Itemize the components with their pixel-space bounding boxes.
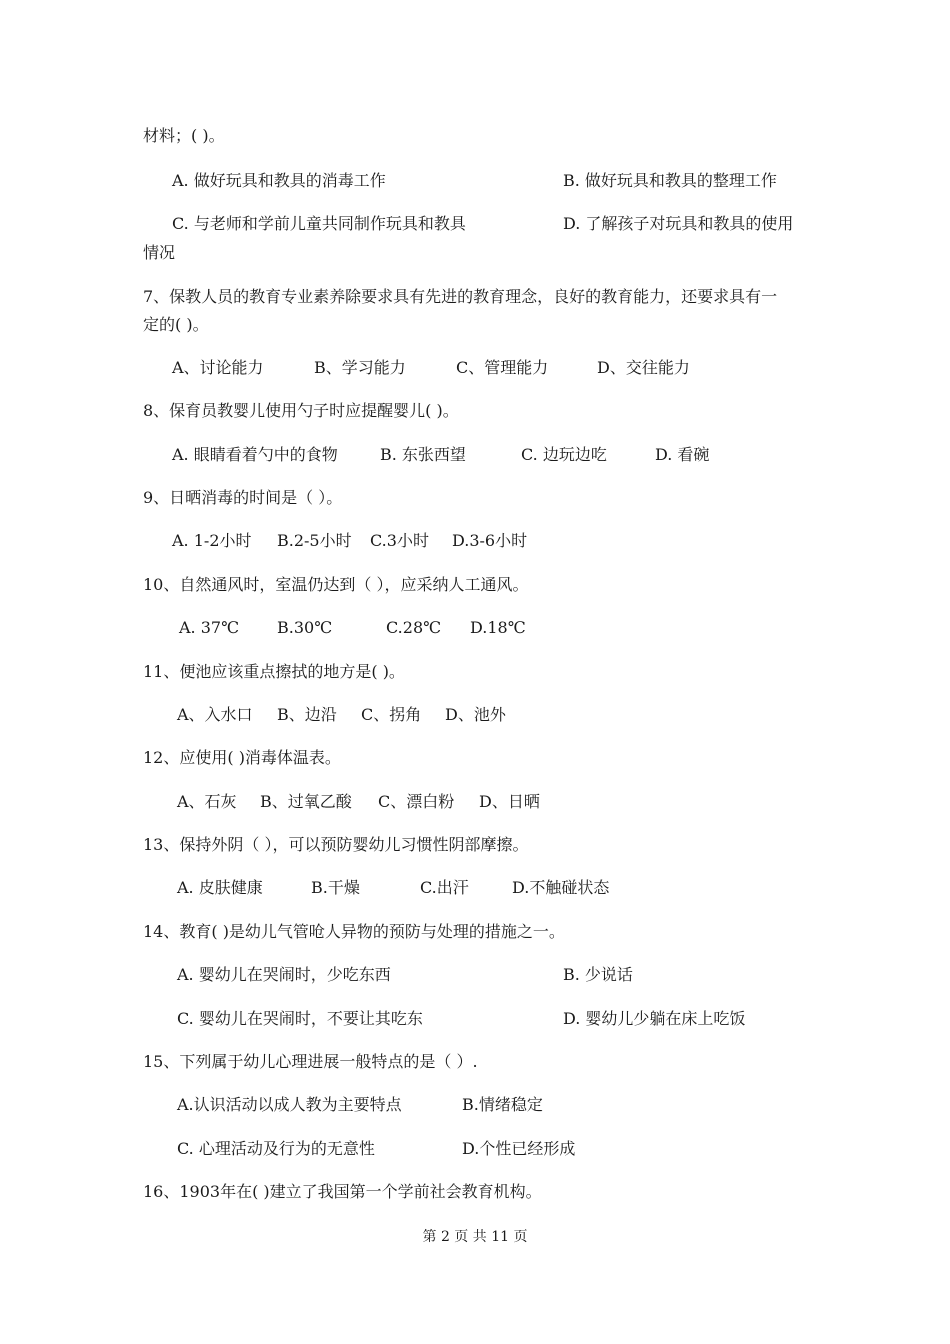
q15-option-c: C. 心理活动及行为的无意性 bbox=[177, 1139, 375, 1158]
q9-option-d: D.3-6小时 bbox=[452, 531, 528, 550]
q7-option-a: A、讨论能力 bbox=[172, 358, 264, 377]
q11-option-c: C、拐角 bbox=[361, 705, 422, 724]
q7-stem-line2: 定的( )。 bbox=[143, 315, 209, 334]
q12-stem: 12、应使用( )消毒体温表。 bbox=[143, 748, 341, 767]
q14-option-d: D. 婴幼儿少躺在床上吃饭 bbox=[563, 1009, 746, 1028]
q9-option-b: B.2-5小时 bbox=[277, 531, 352, 550]
q6-option-a: A. 做好玩具和教具的消毒工作 bbox=[172, 171, 386, 190]
q9-option-c: C.3小时 bbox=[370, 531, 429, 550]
q6-stem-continuation: 材料；( )。 bbox=[143, 126, 225, 145]
q13-option-c: C.出汗 bbox=[420, 878, 469, 897]
q8-option-a: A. 眼睛看着勺中的食物 bbox=[172, 445, 338, 464]
q16-stem: 16、1903年在( )建立了我国第一个学前社会教育机构。 bbox=[143, 1182, 542, 1201]
q9-stem: 9、日晒消毒的时间是（ ）。 bbox=[143, 488, 343, 507]
q7-stem-line1: 7、保教人员的教育专业素养除要求具有先进的教育理念，良好的教育能力，还要求具有一 bbox=[143, 287, 778, 306]
q10-option-c: C.28℃ bbox=[386, 618, 442, 637]
q11-option-a: A、入水口 bbox=[177, 705, 253, 724]
q10-stem: 10、自然通风时，室温仍达到（ ），应采纳人工通风。 bbox=[143, 575, 529, 594]
q14-option-a: A. 婴幼儿在哭闹时，少吃东西 bbox=[177, 965, 391, 984]
q11-option-d: D、池外 bbox=[445, 705, 506, 724]
q13-option-a: A. 皮肤健康 bbox=[177, 878, 263, 897]
q6-option-d: D. 了解孩子对玩具和教具的使用 bbox=[563, 214, 794, 233]
page-footer: 第 2 页 共 11 页 bbox=[422, 1229, 528, 1245]
q12-option-c: C、漂白粉 bbox=[378, 792, 455, 811]
q12-option-b: B、过氧乙酸 bbox=[260, 792, 352, 811]
q6-option-c: C. 与老师和学前儿童共同制作玩具和教具 bbox=[172, 214, 466, 233]
q8-stem: 8、保育员教婴儿使用勺子时应提醒婴儿( )。 bbox=[143, 401, 459, 420]
q6-option-d-continuation: 情况 bbox=[143, 243, 176, 262]
q13-option-b: B.干燥 bbox=[311, 878, 360, 897]
q10-option-a: A. 37℃ bbox=[179, 618, 239, 637]
q8-option-d: D. 看碗 bbox=[655, 445, 710, 464]
q8-option-b: B. 东张西望 bbox=[380, 445, 466, 464]
q11-option-b: B、边沿 bbox=[277, 705, 337, 724]
q6-option-b: B. 做好玩具和教具的整理工作 bbox=[563, 171, 777, 190]
q13-option-d: D.不触碰状态 bbox=[512, 878, 610, 897]
q15-option-d: D.个性已经形成 bbox=[462, 1139, 576, 1158]
q15-option-b: B.情绪稳定 bbox=[462, 1095, 543, 1114]
q12-option-d: D、日晒 bbox=[479, 792, 540, 811]
q14-option-c: C. 婴幼儿在哭闹时，不要让其吃东 bbox=[177, 1009, 423, 1028]
q7-option-d: D、交往能力 bbox=[597, 358, 690, 377]
q7-option-b: B、学习能力 bbox=[314, 358, 406, 377]
q14-option-b: B. 少说话 bbox=[563, 965, 633, 984]
q12-option-a: A、石灰 bbox=[177, 792, 237, 811]
q8-option-c: C. 边玩边吃 bbox=[521, 445, 607, 464]
q15-stem: 15、下列属于幼儿心理进展一般特点的是（ ）. bbox=[143, 1052, 478, 1071]
q7-option-c: C、管理能力 bbox=[456, 358, 549, 377]
q14-stem: 14、教育( )是幼儿气管呛人异物的预防与处理的措施之一。 bbox=[143, 922, 565, 941]
q15-option-a: A.认识活动以成人教为主要特点 bbox=[177, 1095, 402, 1114]
q10-option-b: B.30℃ bbox=[277, 618, 333, 637]
q13-stem: 13、保持外阴（ ），可以预防婴幼儿习惯性阴部摩擦。 bbox=[143, 835, 529, 854]
q9-option-a: A. 1-2小时 bbox=[172, 531, 252, 550]
q11-stem: 11、便池应该重点擦拭的地方是( )。 bbox=[143, 662, 405, 681]
q10-option-d: D.18℃ bbox=[470, 618, 526, 637]
